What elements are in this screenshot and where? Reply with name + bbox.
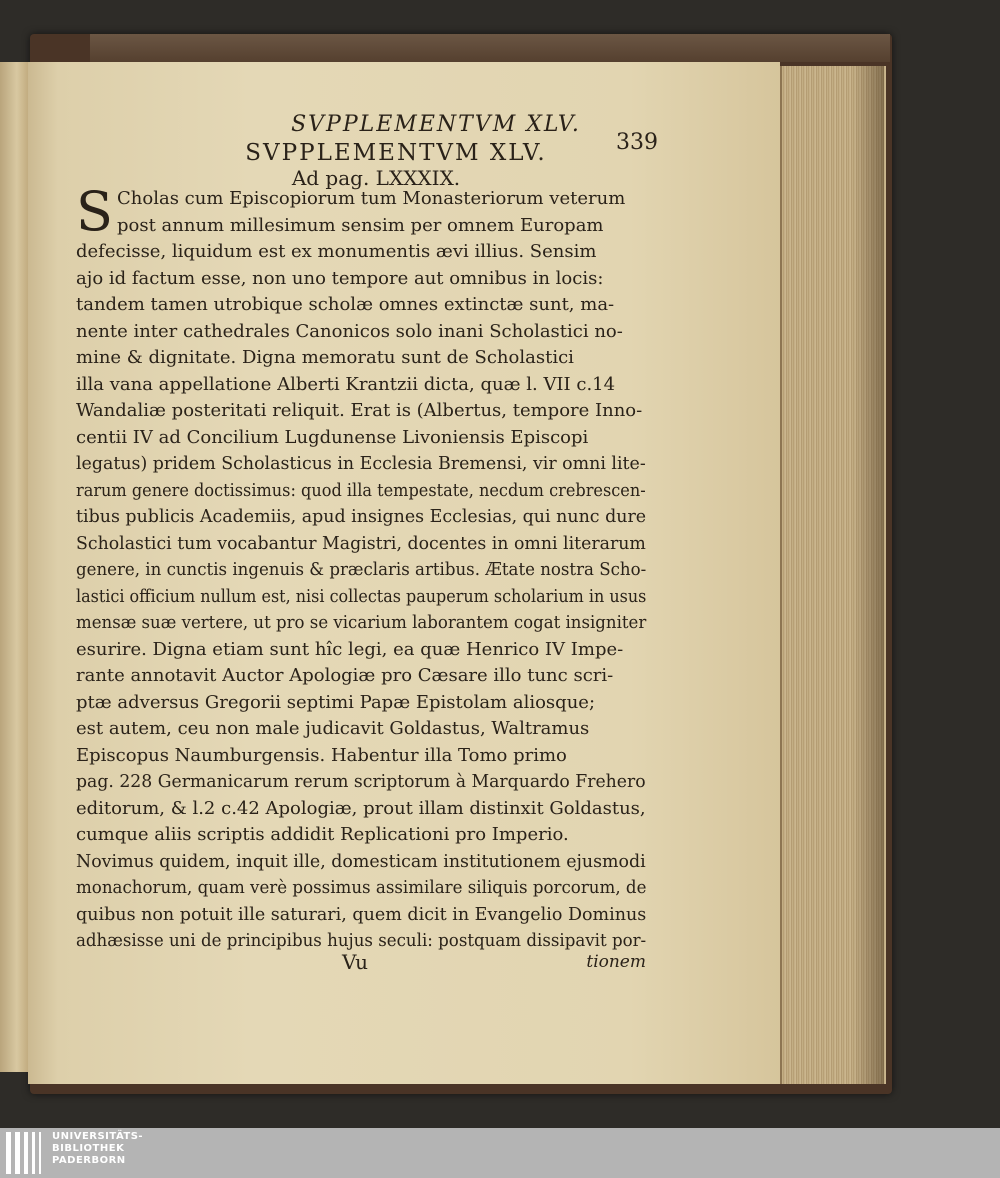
text-line: Novimus quidem, inquit ille, domesticam institutionem ejusmodi	[76, 850, 646, 872]
text-line: ajo id factum esse, non uno tempore aut omnibus in locis:	[76, 267, 604, 289]
section-subtitle: Ad pag. LXXXIX.	[291, 166, 461, 190]
library-name-line1: UNIVERSITÄTS-	[52, 1131, 144, 1142]
body-text	[76, 180, 647, 955]
text-line: pag. 228 Germanicarum rerum scriptorum à Marquardo Frehero	[76, 771, 646, 792]
text-line: centii IV ad Concilium Lugdunense Livoniensis Episcopi	[76, 426, 589, 448]
text-line: ptæ adversus Gregorii septimi Papæ Epistolam aliosque;	[76, 691, 596, 713]
text-line: mensæ suæ vertere, ut pro se vicarium laborantem cogat insigniter	[76, 612, 647, 633]
text-line: illa vana appellatione Alberti Krantzii dicta, quæ l. VII c.14	[76, 373, 616, 395]
text-line: mine & dignitate. Digna memoratu sunt de Scholastici	[76, 347, 574, 368]
text-line: defecisse, liquidum est ex monumentis ævi illius. Sensim	[76, 241, 597, 262]
text-line: Episcopus Naumburgensis. Habentur illa Tomo primo	[76, 744, 567, 766]
page-number: 339	[616, 130, 658, 155]
catchword: tionem	[586, 952, 646, 972]
library-logo-icon	[6, 1132, 46, 1174]
text-line: editorum, & l.2 c.42 Apologiæ, prout illam distinxit Goldastus,	[76, 797, 646, 819]
left-page-edge	[0, 62, 30, 1072]
section-title: SVPPLEMENTVM XLV.	[245, 140, 547, 166]
text-line: genere, in cunctis ingenuis & præclaris artibus. Ætate nostra Scho-	[76, 559, 647, 580]
text-line: Cholas cum Episcopiorum tum Monasteriorum veterum	[117, 188, 626, 209]
text-line: est autem, ceu non male judicavit Goldastus, Waltramus	[76, 718, 590, 739]
book-cover-top	[90, 34, 890, 62]
text-line: monachorum, quam verè possimus assimilare siliquis porcorum, de	[76, 877, 647, 898]
text-line: post annum millesimum sensim per omnem Europam	[117, 214, 604, 236]
text-line: tibus publicis Academiis, apud insignes Ecclesias, qui nunc dure	[76, 506, 647, 527]
fore-edge-shadow	[852, 66, 884, 1084]
text-line: lastici officium nullum est, nisi collectas pauperum scholarium in usus	[76, 585, 647, 607]
library-name-line3: PADERBORN	[52, 1155, 126, 1166]
text-line: adhæsisse uni de principibus hujus seculi: postquam dissipavit por-	[76, 930, 647, 951]
text-line: Scholastici tum vocabantur Magistri, docentes in omni literarum	[76, 532, 646, 554]
text-line: nente inter cathedrales Canonicos solo inani Scholastici no-	[76, 320, 623, 342]
page-bottom-marks	[76, 950, 646, 976]
text-line: esurire. Digna etiam sunt hîc legi, ea quæ Henrico IV Impe-	[76, 638, 624, 660]
text-line: Wandaliæ posteritati reliquit. Erat is (Albertus, tempore Inno-	[76, 400, 643, 421]
text-line: quibus non potuit ille saturari, quem dicit in Evangelio Dominus	[76, 903, 647, 925]
text-line: tandem tamen utrobique scholæ omnes extinctæ sunt, ma-	[76, 294, 615, 315]
library-name-line2: BIBLIOTHEK	[52, 1143, 125, 1154]
text-line: cumque aliis scriptis addidit Replicationi pro Imperio.	[76, 824, 569, 845]
library-footer	[0, 1128, 1000, 1178]
running-head: SVPPLEMENTVM XLV.	[291, 112, 581, 137]
text-line: rarum genere doctissimus: quod illa tempestate, necdum crebrescen-	[76, 479, 646, 501]
text-line: legatus) pridem Scholasticus in Ecclesia Bremensi, vir omni lite-	[76, 453, 646, 474]
signature-mark: Vu	[342, 950, 369, 974]
drop-cap: S	[76, 180, 113, 243]
text-line: rante annotavit Auctor Apologiæ pro Cæsare illo tunc scri-	[76, 665, 614, 686]
library-name	[52, 1131, 143, 1167]
